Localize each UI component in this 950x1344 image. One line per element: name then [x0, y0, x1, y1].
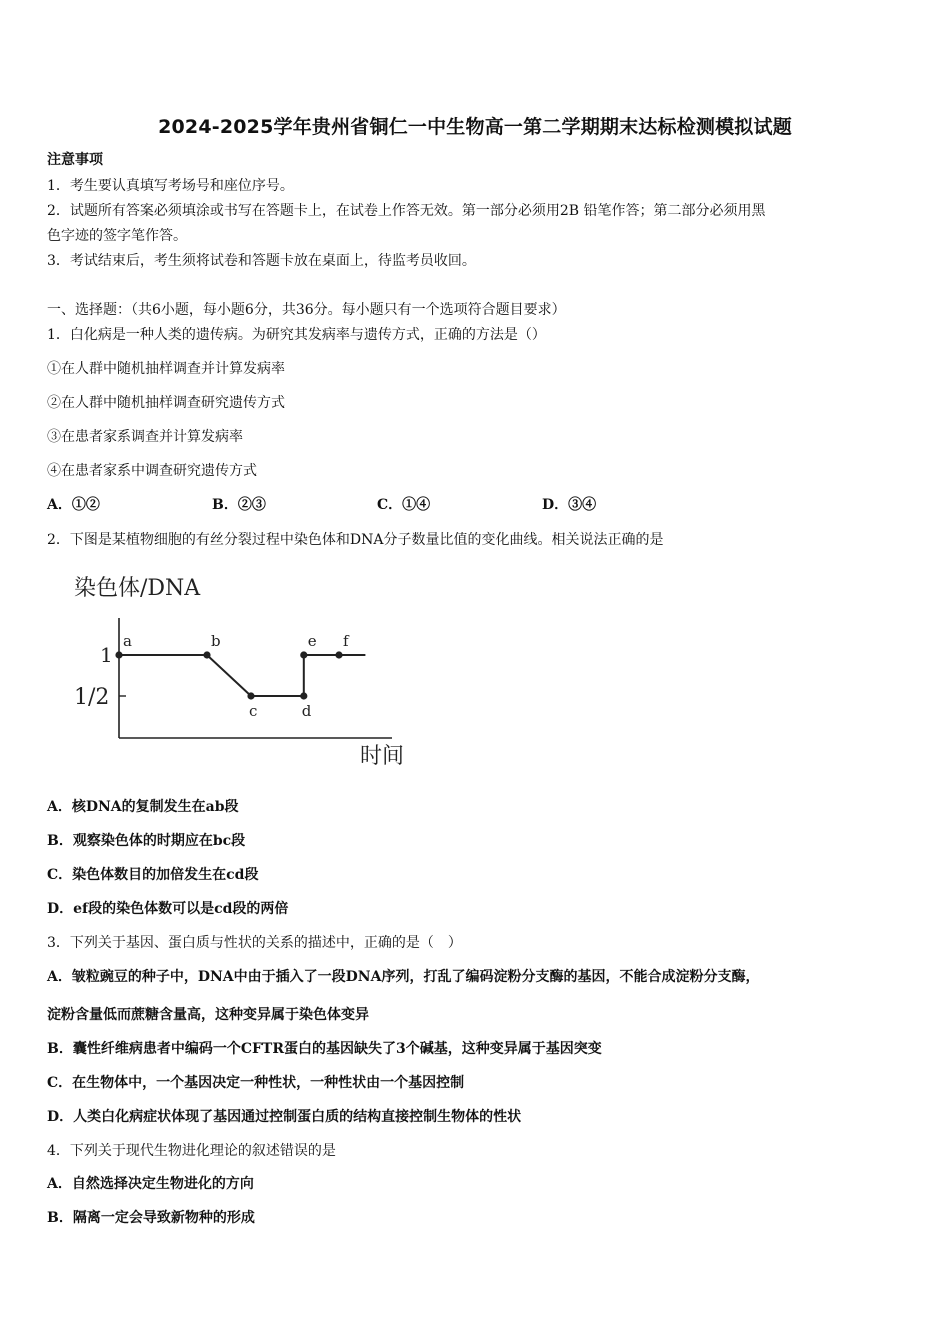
- notice-item-3: 3．考试结束后，考生须将试卷和答题卡放在桌面上，待监考员收回。: [47, 253, 476, 269]
- q2-option-a[interactable]: A．核DNA的复制发生在ab段: [47, 799, 239, 815]
- point-label-d: d: [301, 702, 312, 720]
- section-heading: 一、选择题：（共6小题，每小题6分，共36分。每小题只有一个选项符合题目要求）: [47, 302, 566, 318]
- q3-stem: 3．下列关于基因、蛋白质与性状的关系的描述中，正确的是（ ）: [47, 935, 462, 951]
- q3-option-b[interactable]: B．囊性纤维病患者中编码一个CFTR蛋白的基因缺失了3个碱基，这种变异属于基因突变: [47, 1041, 602, 1057]
- q1-statement-3: ③在患者家系调查并计算发病率: [47, 429, 243, 445]
- point-label-f: f: [343, 632, 349, 650]
- q2-stem: 2．下图是某植物细胞的有丝分裂过程中染色体和DNA分子数量比值的变化曲线。相关说法正确的是: [47, 532, 664, 548]
- q1-options: [47, 494, 747, 516]
- q2-option-d[interactable]: D．ef段的染色体数可以是cd段的两倍: [47, 901, 289, 917]
- q3-option-d[interactable]: D．人类白化病症状体现了基因通过控制蛋白质的结构直接控制生物体的性状: [47, 1109, 522, 1125]
- chart-xlabel: 时间: [360, 744, 405, 769]
- notice-item-2-cont: 色字迹的签字笔作答。: [47, 228, 187, 244]
- q3-option-a-cont: 淀粉含量低而蔗糖含量高，这种变异属于染色体变异: [47, 1007, 369, 1023]
- q4-option-b[interactable]: B．隔离一定会导致新物种的形成: [47, 1210, 255, 1226]
- q1-stem: 1．白化病是一种人类的遗传病。为研究其发病率与遗传方式，正确的方法是（）: [47, 327, 546, 343]
- q2-option-c[interactable]: C．染色体数目的加倍发生在cd段: [47, 867, 259, 883]
- page-title: 2024-2025学年贵州省铜仁一中生物高一第二学期期末达标检测模拟试题: [158, 116, 792, 138]
- point-label-c: c: [249, 702, 258, 720]
- notice-heading: 注意事项: [47, 152, 103, 168]
- q2-option-b[interactable]: B．观察染色体的时期应在bc段: [47, 833, 246, 849]
- point-label-a: a: [123, 632, 132, 650]
- notice-item-2: 2．试题所有答案必须填涂或书写在答题卡上，在试卷上作答无效。第一部分必须用2B 铅笔作答；第二部分必须用黑: [47, 203, 766, 219]
- point-c: [247, 692, 254, 699]
- point-label-e: e: [307, 632, 317, 650]
- q4-option-a[interactable]: A．自然选择决定生物进化的方向: [47, 1176, 254, 1192]
- q1-option-a[interactable]: A．①②: [47, 497, 100, 513]
- point-d: [300, 692, 307, 699]
- point-b: [203, 651, 210, 658]
- ratio-curve: [119, 655, 365, 696]
- q1-option-b[interactable]: B．②③: [212, 497, 266, 513]
- point-e: [300, 651, 307, 658]
- q1-statement-1: ①在人群中随机抽样调查并计算发病率: [47, 361, 285, 377]
- q4-stem: 4．下列关于现代生物进化理论的叙述错误的是: [47, 1143, 336, 1159]
- q1-option-d[interactable]: D．③④: [542, 497, 597, 513]
- point-label-b: b: [211, 632, 221, 650]
- q1-statement-2: ②在人群中随机抽样调查研究遗传方式: [47, 395, 285, 411]
- notice-item-1: 1．考生要认真填写考场号和座位序号。: [47, 178, 294, 194]
- ratio-chart: [60, 566, 420, 776]
- q3-option-c[interactable]: C．在生物体中，一个基因决定一种性状，一种性状由一个基因控制: [47, 1075, 465, 1091]
- q1-statement-4: ④在患者家系中调查研究遗传方式: [47, 463, 257, 479]
- y-tick-label-half: 1/2: [74, 685, 110, 710]
- q3-option-a[interactable]: A．皱粒豌豆的种子中，DNA中由于插入了一段DNA序列，打乱了编码淀粉分支酶的基因，不能合成淀粉分支酶，: [47, 969, 760, 985]
- point-f: [335, 651, 342, 658]
- q1-option-c[interactable]: C．①④: [377, 497, 431, 513]
- y-tick-label-1: 1: [100, 643, 113, 667]
- point-a: [115, 651, 122, 658]
- chart-ylabel: 染色体/DNA: [74, 576, 201, 601]
